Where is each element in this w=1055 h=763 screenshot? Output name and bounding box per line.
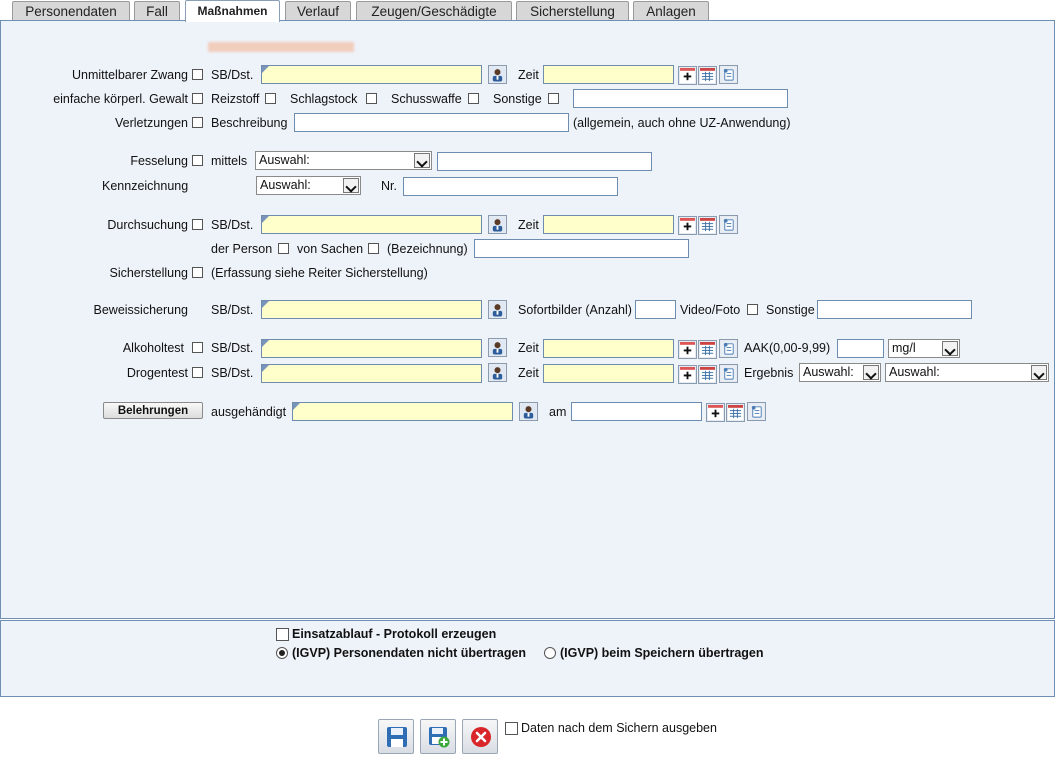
label-video-foto: Video/Foto: [680, 303, 741, 317]
label-sofortbilder: Sofortbilder (Anzahl): [518, 303, 632, 317]
label-sb-dst: SB/Dst.: [211, 366, 254, 380]
label-unmittelbarer-zwang: Unmittelbarer Zwang: [71, 68, 188, 82]
label-durchsuchung: Durchsuchung: [107, 218, 188, 232]
tab-anlagen[interactable]: Anlagen: [633, 1, 709, 20]
chevron-down-icon: [942, 341, 958, 356]
label-zeit: Zeit: [518, 341, 539, 355]
label-zeit: Zeit: [518, 68, 539, 82]
label-beschreibung: Beschreibung: [211, 116, 288, 130]
clock-icon[interactable]: [719, 65, 738, 84]
label-beim-speichern: (IGVP) beim Speichern übertragen: [560, 646, 764, 660]
cancel-button[interactable]: [462, 719, 498, 754]
label-am: am: [549, 405, 567, 419]
tab-sicherstellung[interactable]: Sicherstellung: [516, 1, 629, 20]
unit-select-value: mg/l: [892, 341, 916, 355]
clock-icon[interactable]: [719, 364, 738, 383]
label-zeit: Zeit: [518, 366, 539, 380]
nr-input[interactable]: [403, 177, 618, 196]
am-input[interactable]: [571, 402, 702, 421]
main-panel: [0, 20, 1055, 619]
durchsuchung-zeit-input[interactable]: [543, 215, 674, 234]
label-der-person: der Person: [211, 242, 273, 256]
tab-bar: [0, 0, 1055, 21]
durchsuchung-sb-dst-input[interactable]: [261, 215, 482, 234]
tab-verlauf[interactable]: Verlauf: [285, 1, 351, 20]
mittels-select-value: Auswahl:: [259, 153, 310, 167]
plus-icon[interactable]: [678, 365, 697, 384]
sb-dst-input[interactable]: [261, 65, 482, 84]
checkbox-unmittelbarer-zwang[interactable]: [192, 69, 203, 80]
label-einfache-gewalt: einfache körperl. Gewalt: [53, 92, 188, 106]
label-mittels: mittels: [211, 154, 248, 168]
checkbox-schusswaffe[interactable]: [468, 93, 479, 104]
kennzeichnung-select-value: Auswahl:: [260, 178, 311, 192]
label-bezeichnung: (Bezeichnung): [387, 242, 468, 256]
checkbox-fesselung[interactable]: [192, 155, 203, 166]
label-beweissicherung: Beweissicherung: [93, 303, 188, 317]
aak-input[interactable]: [837, 339, 884, 358]
label-schlagstock: Schlagstock: [290, 92, 358, 106]
calendar-icon[interactable]: [698, 66, 717, 85]
tab-fall[interactable]: Fall: [134, 1, 180, 20]
label-ausgehaendigt: ausgehändigt: [211, 405, 287, 419]
plus-icon[interactable]: [678, 216, 697, 235]
blurred-header: [208, 42, 354, 52]
chevron-down-icon: [863, 365, 879, 380]
label-nicht-uebertragen: (IGVP) Personendaten nicht übertragen: [292, 646, 527, 660]
plus-icon[interactable]: [678, 66, 697, 85]
person-lookup-icon[interactable]: [519, 402, 538, 421]
tab-massnahmen[interactable]: Maßnahmen: [185, 0, 280, 22]
checkbox-protokoll[interactable]: [276, 628, 289, 641]
radio-beim-speichern[interactable]: [544, 647, 556, 659]
ergebnis-detail-select-value: Auswahl:: [889, 365, 940, 379]
drogentest-sb-dst-input[interactable]: [261, 364, 482, 383]
save-icon: [386, 726, 408, 748]
label-aak: AAK(0,00-9,99): [744, 341, 831, 355]
label-protokoll: Einsatzablauf - Protokoll erzeugen: [292, 627, 497, 641]
person-lookup-icon[interactable]: [488, 338, 507, 357]
clock-icon[interactable]: [747, 402, 766, 421]
label-ausgeben: Daten nach dem Sichern ausgeben: [521, 721, 717, 735]
clock-icon[interactable]: [719, 339, 738, 358]
sofortbilder-input[interactable]: [635, 300, 676, 319]
ausgehaendigt-input[interactable]: [292, 402, 513, 421]
checkbox-verletzungen[interactable]: [192, 117, 203, 128]
label-nr: Nr.: [381, 179, 397, 193]
calendar-icon[interactable]: [726, 403, 745, 422]
clock-icon[interactable]: [719, 215, 738, 234]
sonstige-input[interactable]: [573, 89, 788, 108]
person-lookup-icon[interactable]: [488, 65, 507, 84]
label-von-sachen: von Sachen: [297, 242, 364, 256]
checkbox-der-person[interactable]: [278, 243, 289, 254]
plus-icon[interactable]: [706, 403, 725, 422]
zeit-input[interactable]: [543, 65, 674, 84]
mittels-input[interactable]: [437, 152, 652, 171]
ergebnis-detail-select[interactable]: [885, 363, 1049, 382]
checkbox-schlagstock[interactable]: [366, 93, 377, 104]
person-lookup-icon[interactable]: [488, 300, 507, 319]
alkoholtest-zeit-input[interactable]: [543, 339, 674, 358]
checkbox-durchsuchung[interactable]: [192, 219, 203, 230]
checkbox-drogentest[interactable]: [192, 367, 203, 378]
label-sonstige: Sonstige: [493, 92, 542, 106]
checkbox-ausgeben[interactable]: [505, 722, 518, 735]
checkbox-einfache-gewalt[interactable]: [192, 93, 203, 104]
beweis-sonstige-input[interactable]: [817, 300, 972, 319]
person-lookup-icon[interactable]: [488, 215, 507, 234]
calendar-icon[interactable]: [698, 340, 717, 359]
label-kennzeichnung: Kennzeichnung: [102, 179, 189, 193]
mittels-select[interactable]: [255, 151, 432, 170]
label-sicherstellung: Sicherstellung: [109, 266, 188, 280]
beweissicherung-sb-dst-input[interactable]: [261, 300, 482, 319]
belehrungen-button[interactable]: Belehrungen: [103, 402, 203, 419]
drogentest-zeit-input[interactable]: [543, 364, 674, 383]
label-drogentest: Drogentest: [126, 366, 188, 380]
label-sonstige-beweis: Sonstige: [766, 303, 815, 317]
bezeichnung-input[interactable]: [474, 239, 689, 258]
options-panel: [0, 620, 1055, 697]
beschreibung-input[interactable]: [294, 113, 569, 132]
beschreibung-hint: (allgemein, auch ohne UZ-Anwendung): [573, 116, 791, 130]
ergebnis-select-value: Auswahl:: [803, 365, 854, 379]
save-new-button[interactable]: [420, 719, 456, 754]
unit-select[interactable]: [888, 339, 960, 358]
plus-icon[interactable]: [678, 340, 697, 359]
checkbox-von-sachen[interactable]: [368, 243, 379, 254]
label-zeit: Zeit: [518, 218, 539, 232]
label-sb-dst: SB/Dst.: [211, 303, 254, 317]
sicherstellung-hint: (Erfassung siehe Reiter Sicherstellung): [211, 266, 428, 280]
radio-nicht-uebertragen[interactable]: [276, 647, 288, 659]
calendar-icon[interactable]: [698, 216, 717, 235]
ergebnis-select[interactable]: [799, 363, 881, 382]
label-sb-dst: SB/Dst.: [211, 341, 254, 355]
save-button[interactable]: [378, 719, 414, 754]
kennzeichnung-select[interactable]: [256, 176, 361, 195]
label-reizstoff: Reizstoff: [211, 92, 260, 106]
chevron-down-icon: [1031, 365, 1047, 380]
label-sb-dst: SB/Dst.: [211, 68, 254, 82]
checkbox-reizstoff[interactable]: [265, 93, 276, 104]
label-alkoholtest: Alkoholtest: [122, 341, 184, 355]
chevron-down-icon: [414, 153, 430, 168]
tab-personendaten[interactable]: Personendaten: [12, 1, 130, 20]
checkbox-alkoholtest[interactable]: [192, 342, 203, 353]
label-ergebnis: Ergebnis: [744, 366, 794, 380]
close-icon: [470, 726, 492, 748]
label-verletzungen: Verletzungen: [115, 116, 188, 130]
alkoholtest-sb-dst-input[interactable]: [261, 339, 482, 358]
person-lookup-icon[interactable]: [488, 363, 507, 382]
label-sb-dst: SB/Dst.: [211, 218, 254, 232]
save-add-icon: [428, 726, 450, 748]
checkbox-sicherstellung[interactable]: [192, 267, 203, 278]
checkbox-video-foto[interactable]: [747, 304, 758, 315]
calendar-icon[interactable]: [698, 365, 717, 384]
label-fesselung: Fesselung: [130, 154, 188, 168]
tab-zeugen[interactable]: Zeugen/Geschädigte: [356, 1, 512, 20]
label-schusswaffe: Schusswaffe: [391, 92, 462, 106]
checkbox-sonstige[interactable]: [548, 93, 559, 104]
chevron-down-icon: [343, 178, 359, 193]
